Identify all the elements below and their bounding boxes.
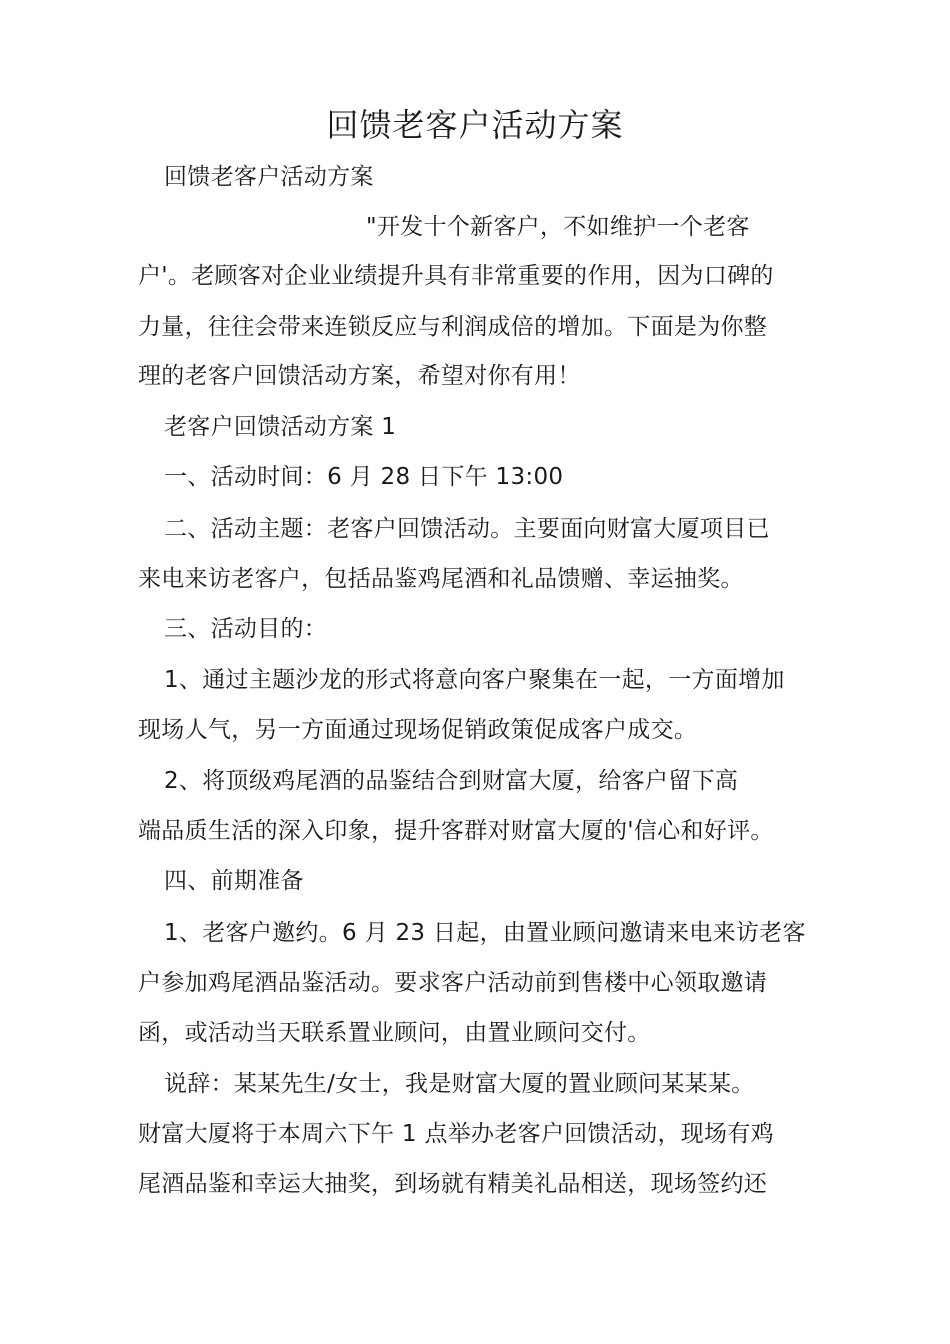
paragraph-line: 一、活动时间：6 月 28 日下午 13:00 [164,464,564,490]
paragraph-line: 函，或活动当天联系置业顾问，由置业顾问交付。 [138,1020,651,1046]
subtitle-line: 回馈老客户活动方案 [164,164,374,190]
section-heading: 四、前期准备 [164,868,304,894]
section-heading: 老客户回馈活动方案 1 [164,414,397,440]
paragraph-line: 二、活动主题：老客户回馈活动。主要面向财富大厦项目已 [164,516,770,542]
paragraph-line: 来电来访老客户，包括品鉴鸡尾酒和礼品馈赠、幸运抽奖。 [138,566,744,592]
paragraph-line: 尾酒品鉴和幸运大抽奖，到场就有精美礼品相送，现场签约还 [138,1171,768,1197]
quote-line: "开发十个新客户，不如维护一个老客 [366,214,750,240]
paragraph-line: 户参加鸡尾酒品鉴活动。要求客户活动前到售楼中心领取邀请 [138,970,768,996]
paragraph-line: 理的老客户回馈活动方案，希望对你有用！ [138,363,581,389]
section-heading: 三、活动目的： [164,616,328,642]
paragraph-line: 1、通过主题沙龙的形式将意向客户聚集在一起，一方面增加 [164,667,785,693]
paragraph-line: 1、老客户邀约。6 月 23 日起，由置业顾问邀请来电来访老客 [164,920,806,946]
document-title: 回馈老客户活动方案 [326,106,624,144]
paragraph-line: 力量，往往会带来连锁反应与利润成倍的增加。下面是为你整 [138,314,768,340]
paragraph-line: 户'。老顾客对企业业绩提升具有非常重要的作用，因为口碑的 [138,263,774,289]
paragraph-line: 财富大厦将于本周六下午 1 点举办老客户回馈活动，现场有鸡 [138,1121,774,1147]
paragraph-line: 说辞：某某先生/女士，我是财富大厦的置业顾问某某某。 [164,1071,755,1097]
paragraph-line: 现场人气，另一方面通过现场促销政策促成客户成交。 [138,717,698,743]
paragraph-line: 端品质生活的深入印象，提升客群对财富大厦的'信心和好评。 [138,818,774,844]
paragraph-line: 2、将顶级鸡尾酒的品鉴结合到财富大厦，给客户留下高 [164,768,739,794]
